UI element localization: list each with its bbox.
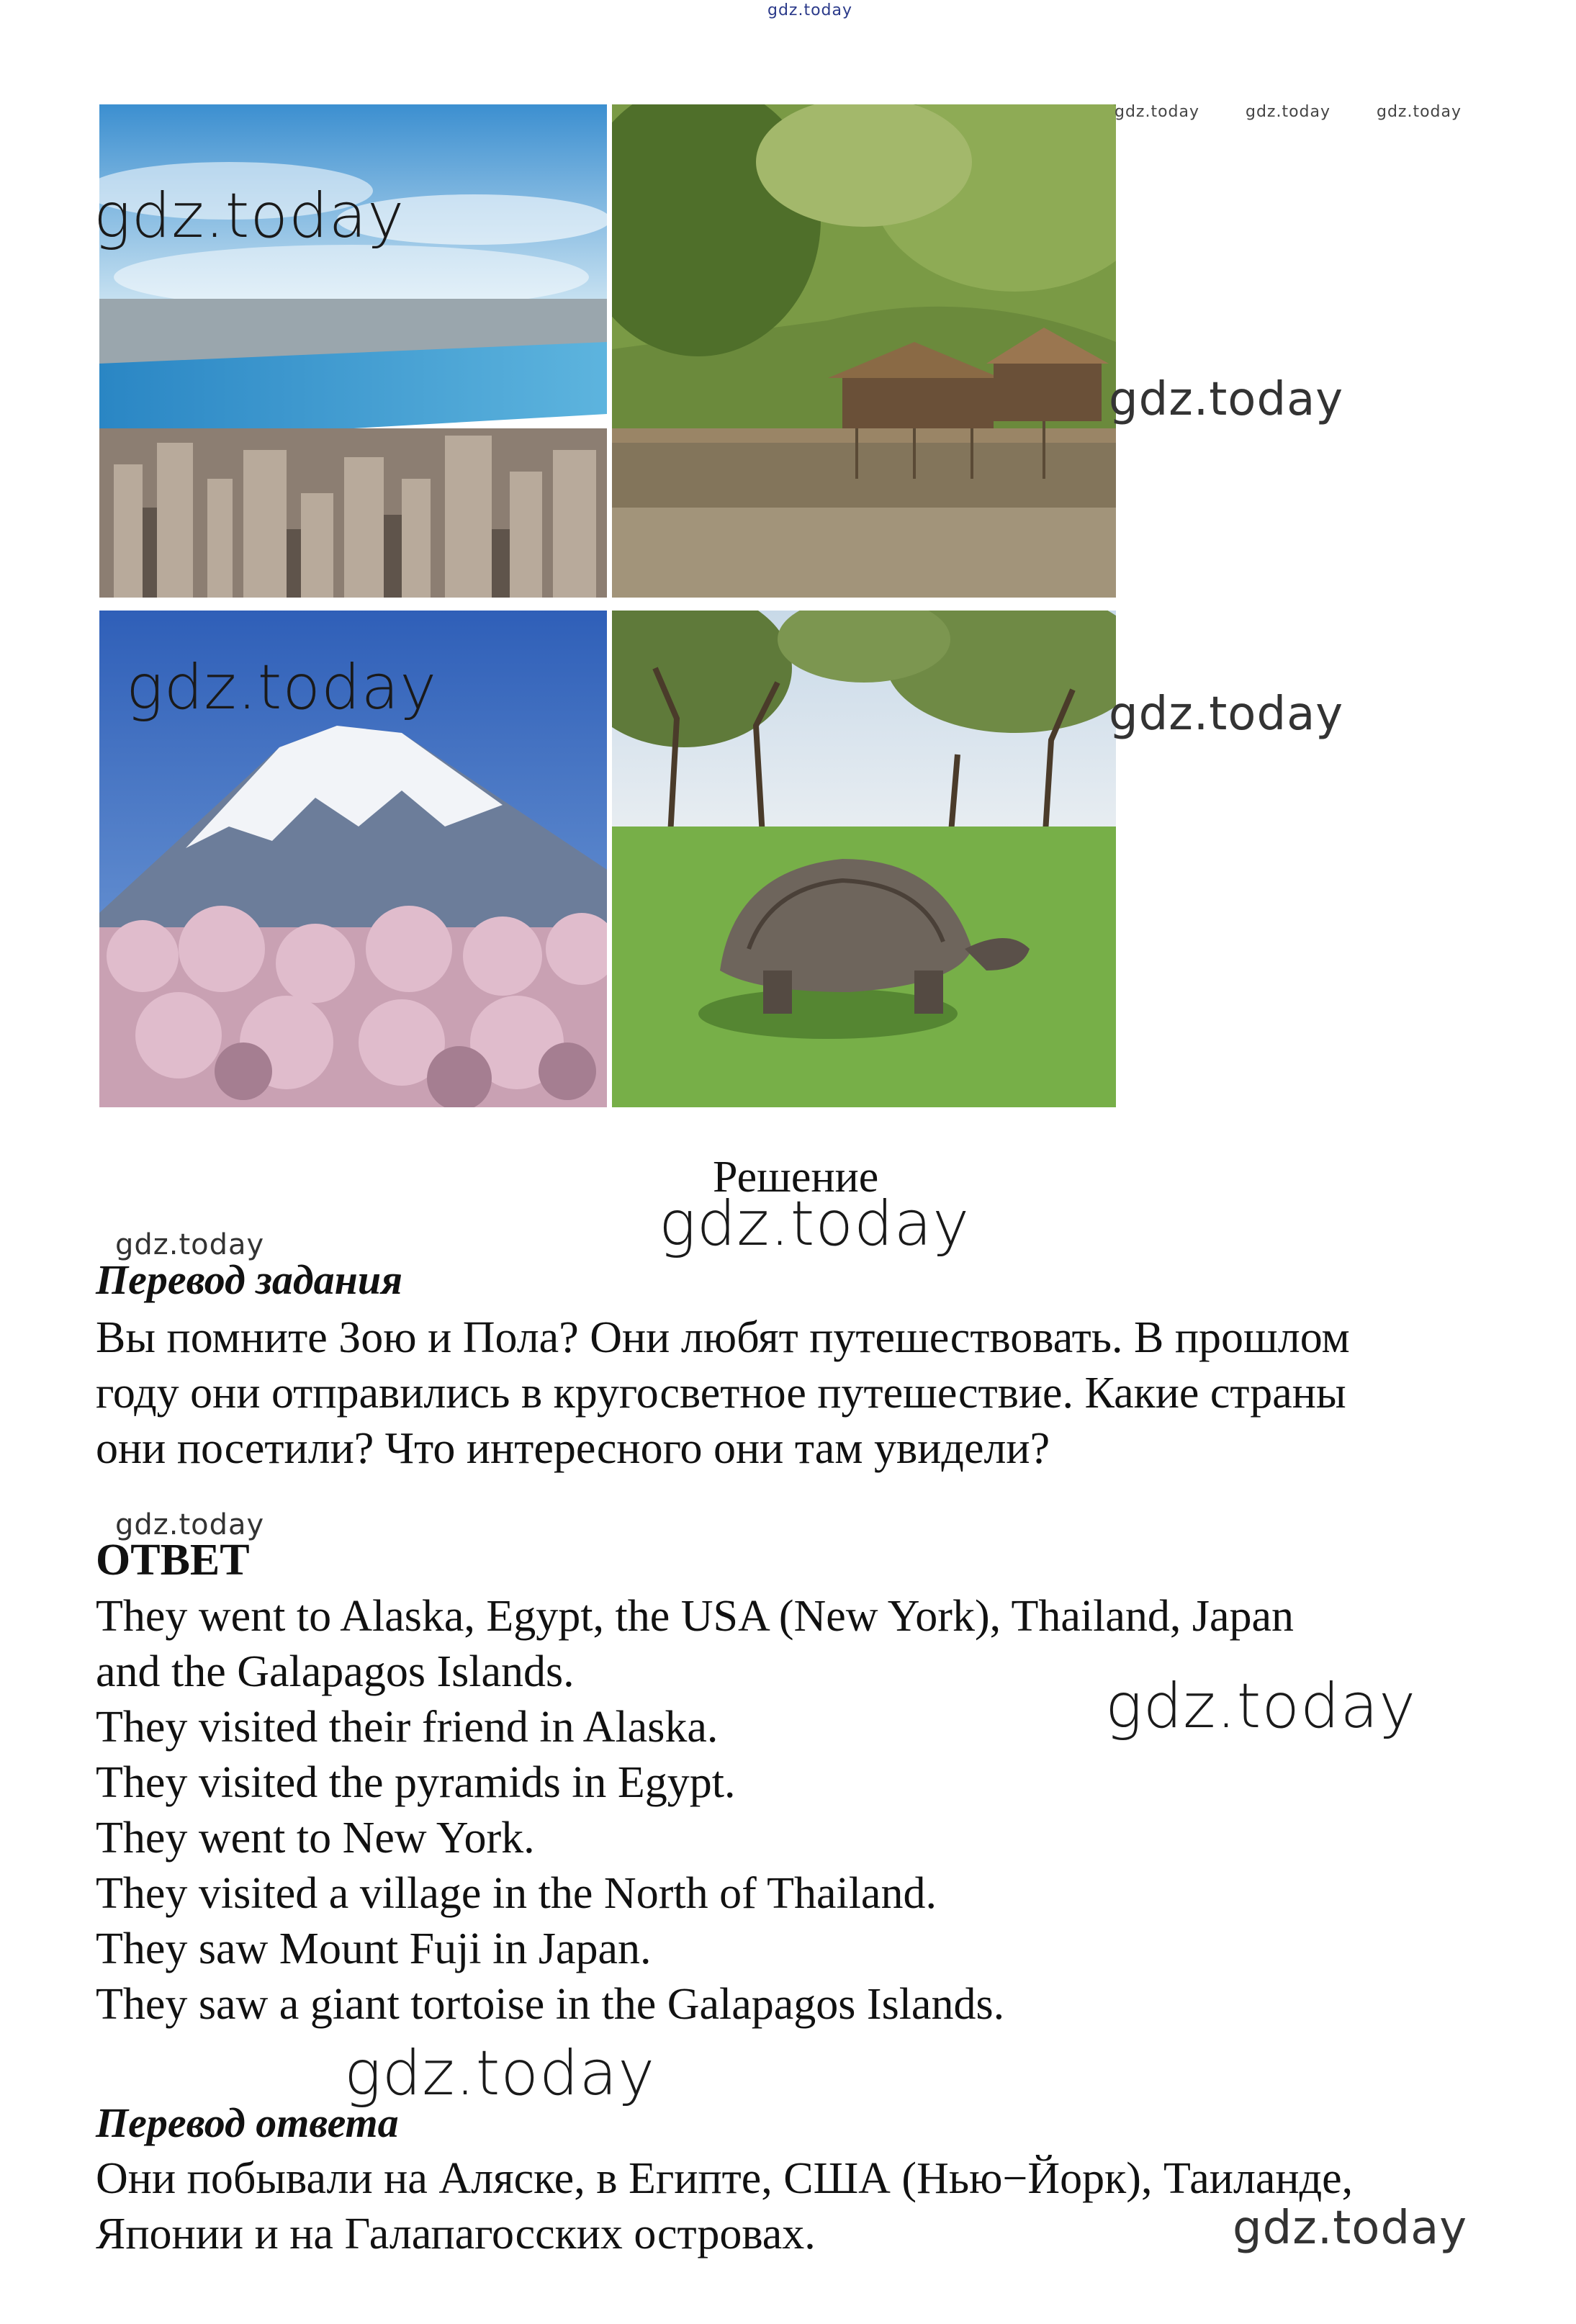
watermark-translation: gdz.today	[344, 2037, 656, 2109]
task-line: Вы помните Зою и Пола? Они любят путешествовать. В прошлом	[96, 1313, 1350, 1362]
answer-line: They visited the pyramids in Egypt.	[96, 1758, 736, 1807]
watermark-photo-3: gdz.today	[126, 652, 438, 724]
translation-line: Они побывали на Аляске, в Египте, США (Нью−Йорк), Таиланде,	[96, 2154, 1354, 2203]
answer-line: and the Galapagos Islands.	[96, 1647, 575, 1696]
watermark-bottom: gdz.today	[1233, 2202, 1468, 2255]
answer-line: They saw Mount Fuji in Japan.	[96, 1924, 652, 1973]
watermark-small-2: gdz.today	[1246, 103, 1331, 121]
task-translation-text	[96, 1310, 1350, 1477]
answer-title: ОТВЕТ	[96, 1536, 250, 1585]
answer-text	[96, 1589, 1294, 2032]
task-line: году они отправились в кругосветное путешествие. Какие страны	[96, 1369, 1346, 1418]
answer-line: They visited a village in the North of Thailand.	[96, 1869, 937, 1918]
watermark-photo-1: gdz.today	[94, 180, 405, 252]
solution-heading: Решение	[713, 1153, 879, 1202]
watermark-answer: gdz.today	[115, 1508, 265, 1541]
answer-translation-title: Перевод ответа	[96, 2099, 399, 2146]
top-watermark: gdz.today	[767, 1, 853, 19]
watermark-task: gdz.today	[115, 1228, 265, 1261]
watermark-small-1: gdz.today	[1115, 103, 1200, 121]
answer-line: They went to New York.	[96, 1814, 535, 1863]
watermark-right-2: gdz.today	[1109, 688, 1344, 741]
answer-line: They visited their friend in Alaska.	[96, 1703, 719, 1752]
task-line: они посетили? Что интересного они там увидели?	[96, 1424, 1050, 1473]
lake-village-photo	[612, 104, 1116, 598]
answer-line: They saw a giant tortoise in the Galapagos Islands.	[96, 1980, 1005, 2029]
answer-line: They went to Alaska, Egypt, the USA (New York), Thailand, Japan	[96, 1592, 1294, 1641]
task-translation-title: Перевод задания	[96, 1256, 402, 1303]
watermark-answer-right: gdz.today	[1105, 1670, 1417, 1742]
translation-line: Японии и на Галапагосских островах.	[96, 2210, 816, 2258]
giant-tortoise-photo	[612, 611, 1116, 1107]
watermark-small-3: gdz.today	[1377, 103, 1462, 121]
watermark-right-1: gdz.today	[1109, 373, 1344, 426]
answer-translation-text	[96, 2151, 1353, 2262]
watermark-solution: gdz.today	[659, 1188, 971, 1260]
city-photo	[99, 104, 607, 598]
